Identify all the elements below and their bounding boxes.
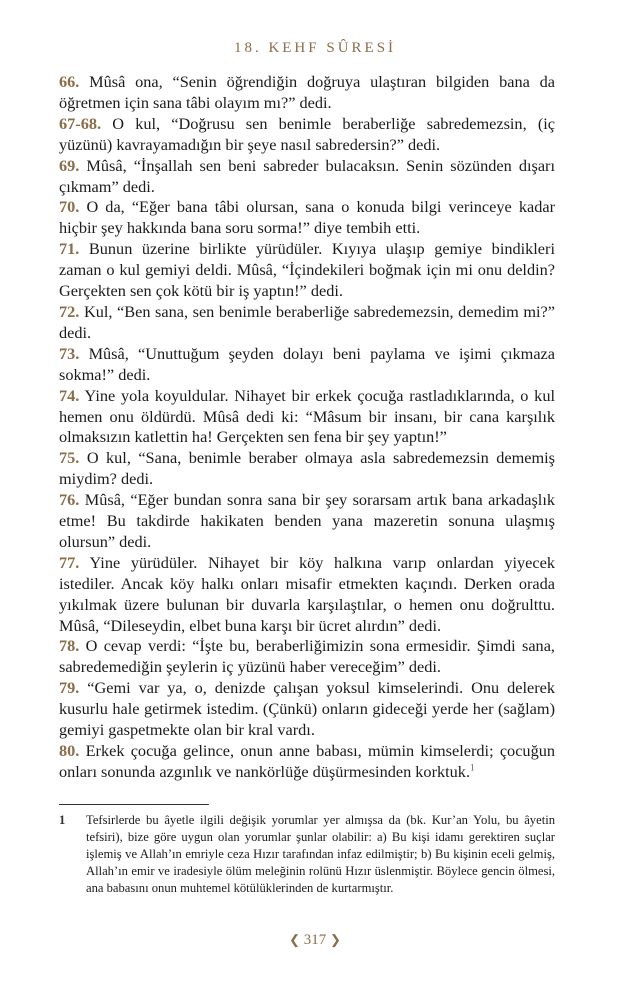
- footnote-divider: [59, 804, 209, 805]
- verse-text: Mûsâ ona, “Senin öğrendiğin doğruya ulaştıran bilgiden bana da öğretmen için sana tâbi olayım mı?” dedi.: [59, 72, 555, 112]
- verse: [59, 636, 555, 678]
- verse-number: 73.: [59, 343, 80, 363]
- verse-number: 79.: [59, 678, 80, 698]
- verse-number: 77.: [59, 552, 80, 572]
- verse-number: 80.: [59, 741, 80, 760]
- verse: [59, 239, 555, 302]
- page-number: 317: [303, 932, 327, 948]
- verse-text: O cevap verdi: “İşte bu, beraberliğimizin sona ermesidir. Şimdi sana, sabredemediğin şeylerin iç yüzünü haber vereceğim” dedi.: [59, 636, 555, 677]
- verse: [59, 114, 555, 156]
- verse-text: Mûsâ, “Eğer bundan sonra sana bir şey sorarsam artık bana arkadaşlık etme! Bu takdirde hakikaten benden yana mazeretin sonuna ulaşmış olursun” dedi.: [59, 490, 555, 551]
- verse-text: Yine yürüdüler. Nihayet bir köy halkına varıp onlardan yiyecek istediler. Ancak köy halkı onları misafir etmekten kaçındı. Derken orada yıkılmak üzere bulunan bir duvarla karşılaştılar, o hemen onu doğrulttu. Mûsâ, “Dileseydin, elbet buna karşı bir ücret alırdın” dedi.: [59, 552, 556, 635]
- footnote-reference[interactable]: 1: [470, 762, 475, 773]
- verse-number: 71.: [59, 239, 80, 259]
- verse-text: “Gemi var ya, o, denizde çalışan yoksul kimselerindi. Onu delerek kusurlu hale getirmek istedim. (Çünkü) onların gideceği yerde her (sağlam) gemiyi gaspetmekte olan bir kral vardı.: [59, 678, 555, 740]
- verse: [59, 678, 555, 741]
- verse-text: Mûsâ, “Unuttuğum şeyden dolayı beni paylama ve işimi çıkmaza sokma!” dedi.: [59, 343, 556, 384]
- verse: [59, 386, 555, 449]
- verse-list: [59, 72, 555, 783]
- verse-number: 76.: [59, 490, 80, 510]
- verse: [59, 553, 555, 637]
- verse: [59, 302, 555, 344]
- running-header: 18. KEHF SÛRESİ: [233, 40, 397, 56]
- verse-text: Kul, “Ben sana, sen benimle beraberliğe sabredemezsin, demedim mi?” dedi.: [59, 301, 555, 342]
- verse-number: 70.: [59, 197, 80, 217]
- verse-number: 67-68.: [59, 113, 102, 133]
- footnote-number: 1: [59, 813, 66, 827]
- verse-text: O kul, “Doğrusu sen benimle beraberliğe sabredemezsin, (iç yüzünü) kavrayamadığın bir şeye nasıl sabredersin?” dedi.: [59, 113, 555, 154]
- right-ornament-icon: ❯: [330, 932, 341, 947]
- verse-number: 69.: [59, 155, 80, 175]
- verse-text: Bunun üzerine birlikte yürüdüler. Kıyıya ulaşıp gemiye bindikleri zaman o kul gemiyi deldi. Mûsâ, “İçindekileri boğmak için mi onu deldin? Gerçekten sen çok kötü bir iş yaptın!” dedi.: [59, 239, 555, 301]
- verse-number: 66.: [59, 72, 80, 91]
- verse-text: Erkek çocuğa gelince, onun anne babası, mümin kimselerdi; çocuğun onları sonunda azgınlık ve nankörlüğe düşürmesinden korktuk.: [59, 741, 555, 781]
- verse: [59, 72, 555, 114]
- verse: [59, 197, 555, 239]
- verse-number: 75.: [59, 448, 80, 468]
- verse: [59, 741, 555, 783]
- verse-text: Mûsâ, “İnşallah sen beni sabreder bulacaksın. Senin sözünden dışarı çıkmam” dedi.: [59, 155, 555, 196]
- footnote-text: Tefsirlerde bu âyetle ilgili değişik yorumlar yer almışsa da (bk. Kur’an Yolu, bu âyetin tefsiri), bize göre uygun olan yorumlar şunlar olabilir: a) Bu kişi idamı gerektiren suçlar işlemiş ve Allah’ın emriyle ceza Hızır tarafından infaz edilmiştir; b) Bu kişinin eceli gelmiş, Allah’ın emir ve iradesiyle ölüm meleğinin rolünü Hızır üslenmiştir. Böylece gencin ölmesi, ana babasını onun muhtemel kötülüklerinden de kurtarmıştır.: [86, 813, 555, 895]
- verse: [59, 344, 555, 386]
- verse-text: O da, “Eğer bana tâbi olursan, sana o konuda bilgi verinceye kadar hiçbir şey hakkında bana soru sorma!” diye tembih etti.: [59, 197, 555, 238]
- verse-number: 72.: [59, 301, 80, 321]
- verse-text: Yine yola koyuldular. Nihayet bir erkek çocuğa rastladıklarında, o kul hemen onu öldürdü. Mûsâ dedi ki: “Mâsum bir insanı, bir cana karşılık olmaksızın katlettin ha! Gerçekten sen fena bir şey yaptın!”: [59, 385, 555, 447]
- verse-text: O kul, “Sana, benimle beraber olmaya asla sabredemezsin dememiş miydim? dedi.: [59, 448, 555, 489]
- left-ornament-icon: ❮: [289, 932, 300, 947]
- footnote: [59, 812, 555, 897]
- page-number-block: [0, 932, 630, 949]
- verse: [59, 448, 555, 490]
- verse: [59, 156, 555, 198]
- verse-number: 74.: [59, 385, 80, 405]
- verse: [59, 490, 555, 553]
- verse-number: 78.: [59, 636, 80, 656]
